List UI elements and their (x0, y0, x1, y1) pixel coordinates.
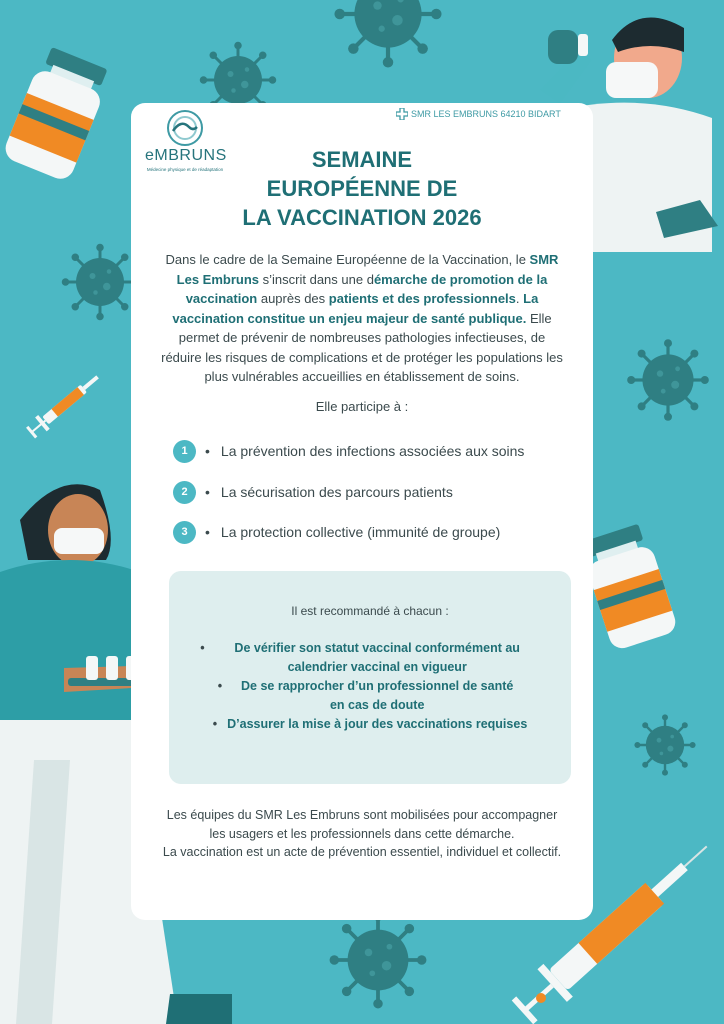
intro-text: auprès des (257, 291, 329, 306)
content-card (131, 103, 593, 920)
recommendation-text: De vérifier son statut vaccinal conformément au calendrier vaccinal en vigueur (234, 641, 520, 674)
virus-icon (62, 244, 139, 321)
logo-wordmark: eMBRUNS (145, 147, 227, 164)
wave-logo-icon (157, 109, 213, 147)
virus-icon (634, 714, 695, 775)
intro-text: . (515, 291, 524, 306)
recommendation-item: • De se rapprocher d’un professionnel de santé en cas de doute (169, 677, 571, 715)
intro-paragraph (157, 250, 567, 387)
virus-icon (627, 339, 709, 421)
outro-text: Les équipes du SMR Les Embruns sont mobilisées pour accompagner les usagers et les professionnels dans cette démarche. (166, 808, 558, 841)
vaccine-bottle-icon (578, 522, 678, 652)
outro-paragraph (161, 806, 563, 862)
intro-text: s’inscrit dans une d (259, 271, 374, 287)
list-item-text: • La prévention des infections associées aux soins (205, 443, 524, 459)
title-line: SEMAINE (311, 147, 413, 172)
virus-icon (334, 0, 441, 68)
step-number-badge: 1 (173, 440, 196, 463)
step-number-badge: 2 (173, 481, 196, 504)
intro-text: Dans le cadre de la Semaine Européenne de la Vaccination, le (165, 252, 530, 267)
recommendation-text: D’assurer la mise à jour des vaccinations requises (227, 717, 528, 731)
intro-bold: émarche de promotion de la vaccination (185, 271, 548, 306)
syringe-icon (26, 370, 103, 439)
recommendations-list (169, 639, 571, 734)
intro-bold: La vaccination constitue un enjeu majeur de santé publique. (172, 291, 539, 326)
medical-cross-icon (396, 108, 408, 120)
recommendations-panel (169, 571, 571, 784)
outro-text: La vaccination est un acte de prévention essentiel, individuel et collectif. (162, 845, 562, 859)
intro-text: Elle permet de prévenir de nombreuses pathologies infectieuses, de réduire les risques de complications et de protéger les populations les plus vulnérables accueillies en établissement de soins. (161, 310, 563, 384)
participation-lead: Elle participe à : (315, 399, 409, 414)
intro-bold: SMR Les Embruns (176, 252, 559, 287)
location-label: SMR LES EMBRUNS 64210 BIDART (411, 109, 561, 119)
recommendation-text: De se rapprocher d’un professionnel de santé en cas de doute (241, 679, 514, 712)
list-item-text: • La sécurisation des parcours patients (205, 484, 453, 500)
header-location (396, 108, 561, 120)
list-item-text: • La protection collective (immunité de groupe) (205, 524, 500, 540)
recommendations-lead: Il est recommandé à chacun : (291, 604, 449, 618)
intro-bold: patients et des professionnels (328, 291, 516, 306)
step-number-badge: 3 (173, 521, 196, 544)
page-title (131, 145, 593, 232)
vaccine-bottle-icon (1, 45, 113, 183)
logo-subtitle: Médecine physique et de réadaptation (146, 167, 224, 172)
virus-icon (330, 912, 427, 1009)
title-line: LA VACCINATION 2026 (242, 205, 482, 230)
recommendation-item: • De vérifier son statut vaccinal conformément au calendrier vaccinal en vigueur (169, 639, 571, 677)
recommendation-item: • D’assurer la mise à jour des vaccinations requises (169, 715, 571, 734)
title-line: EUROPÉENNE DE (266, 176, 458, 201)
